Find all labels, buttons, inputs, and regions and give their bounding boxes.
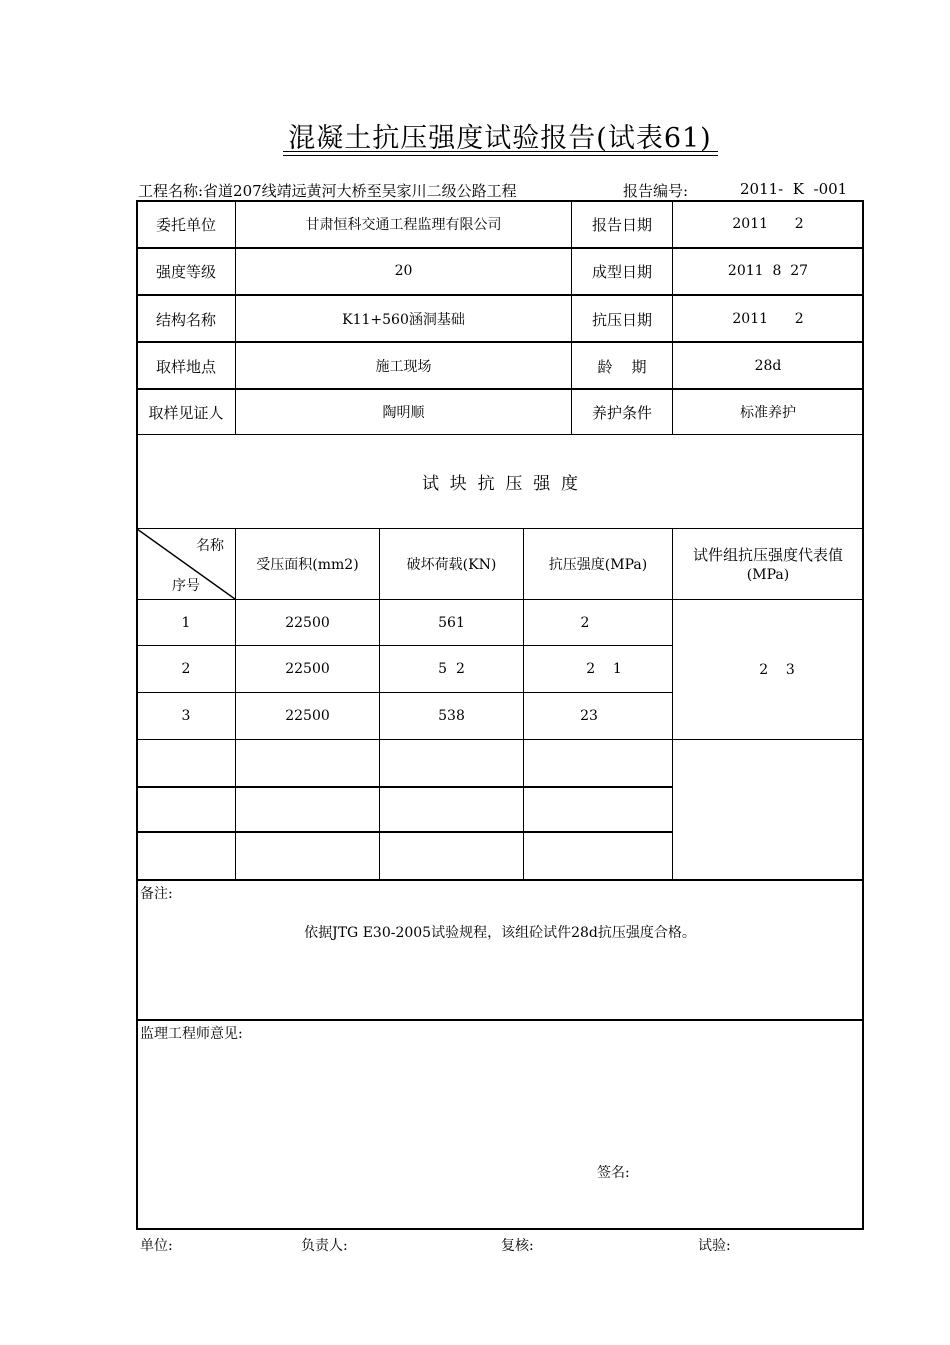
report-date-value: 2011 2 — [732, 216, 804, 232]
corner-name-label: 名称 — [196, 538, 224, 554]
row-divider — [137, 831, 672, 833]
col-header-load: 破坏荷载(KN) — [406, 557, 497, 573]
col-header-area: 受压面积(mm2) — [256, 557, 359, 573]
row-3-no: 3 — [181, 708, 191, 724]
row-divider — [137, 739, 863, 740]
age-value: 28d — [754, 358, 782, 374]
row-1-no: 1 — [181, 615, 191, 631]
report-no-label: 报告编号: — [623, 182, 689, 200]
remarks-label: 备注: — [140, 886, 173, 902]
row-2-area: 22500 — [285, 661, 330, 677]
row-2-no: 2 — [181, 661, 191, 677]
page-title: 混凝土抗压强度试验报告(试表61) — [288, 123, 712, 154]
row-1-load: 561 — [438, 615, 465, 631]
footer-responsible: 负责人: — [301, 1238, 348, 1254]
casting-date-label: 成型日期 — [591, 262, 652, 281]
test-date-label: 抗压日期 — [591, 310, 652, 329]
representative-value: 2 3 — [759, 661, 795, 678]
row-3-load: 538 — [438, 708, 465, 724]
row-divider — [137, 879, 863, 881]
row-2-load: 5 2 — [438, 661, 465, 677]
footer-test: 试验: — [698, 1238, 731, 1254]
test-date-value: 2011 2 — [732, 311, 804, 327]
report-no: 2011- K -001 — [740, 180, 848, 198]
witness-label: 取样见证人 — [148, 403, 224, 422]
row-divider — [137, 786, 672, 788]
witness-value: 陶明顺 — [382, 405, 425, 421]
client-value: 甘肃恒科交通工程监理有限公司 — [305, 217, 502, 233]
row-2-strength: 2 1 — [586, 661, 622, 677]
remarks-text: 依据JTG E30-2005试验规程，该组砼试件28d抗压强度合格。 — [304, 925, 696, 941]
signature-label: 签名: — [597, 1165, 630, 1181]
section-title: 试 块 抗 压 强 度 — [421, 474, 579, 494]
grade-label: 强度等级 — [155, 262, 216, 281]
corner-no-label: 序号 — [172, 578, 200, 594]
client-label: 委托单位 — [155, 215, 216, 234]
sampling-site-value: 施工现场 — [375, 359, 432, 375]
row-3-strength: 23 — [580, 708, 598, 724]
structure-label: 结构名称 — [155, 310, 216, 329]
row-1-area: 22500 — [285, 615, 330, 631]
footer-review: 复核: — [501, 1238, 534, 1254]
curing-label: 养护条件 — [591, 403, 652, 422]
row-1-strength: 2 — [580, 615, 590, 631]
row-3-area: 22500 — [285, 708, 330, 724]
report-date-label: 报告日期 — [591, 215, 652, 234]
structure-value: K11+560涵洞基础 — [342, 312, 465, 328]
age-label: 龄 期 — [597, 357, 647, 376]
footer-unit: 单位: — [140, 1238, 173, 1254]
casting-date-value: 2011 8 27 — [727, 263, 809, 279]
col-header-representative: 试件组抗压强度代表值 — [692, 545, 843, 564]
title-underline — [283, 155, 718, 156]
title-underline — [283, 151, 718, 152]
row-divider — [137, 1019, 863, 1021]
col-header-representative-unit: (MPa) — [746, 567, 790, 583]
sampling-site-label: 取样地点 — [155, 357, 216, 376]
col-header-strength: 抗压强度(MPa) — [548, 557, 648, 573]
project-name: 工程名称:省道207线靖远黄河大桥至吴家川二级公路工程 — [138, 182, 517, 200]
grade-value: 20 — [394, 263, 413, 279]
supervisor-opinion-label: 监理工程师意见: — [140, 1026, 243, 1042]
curing-value: 标准养护 — [740, 405, 796, 421]
